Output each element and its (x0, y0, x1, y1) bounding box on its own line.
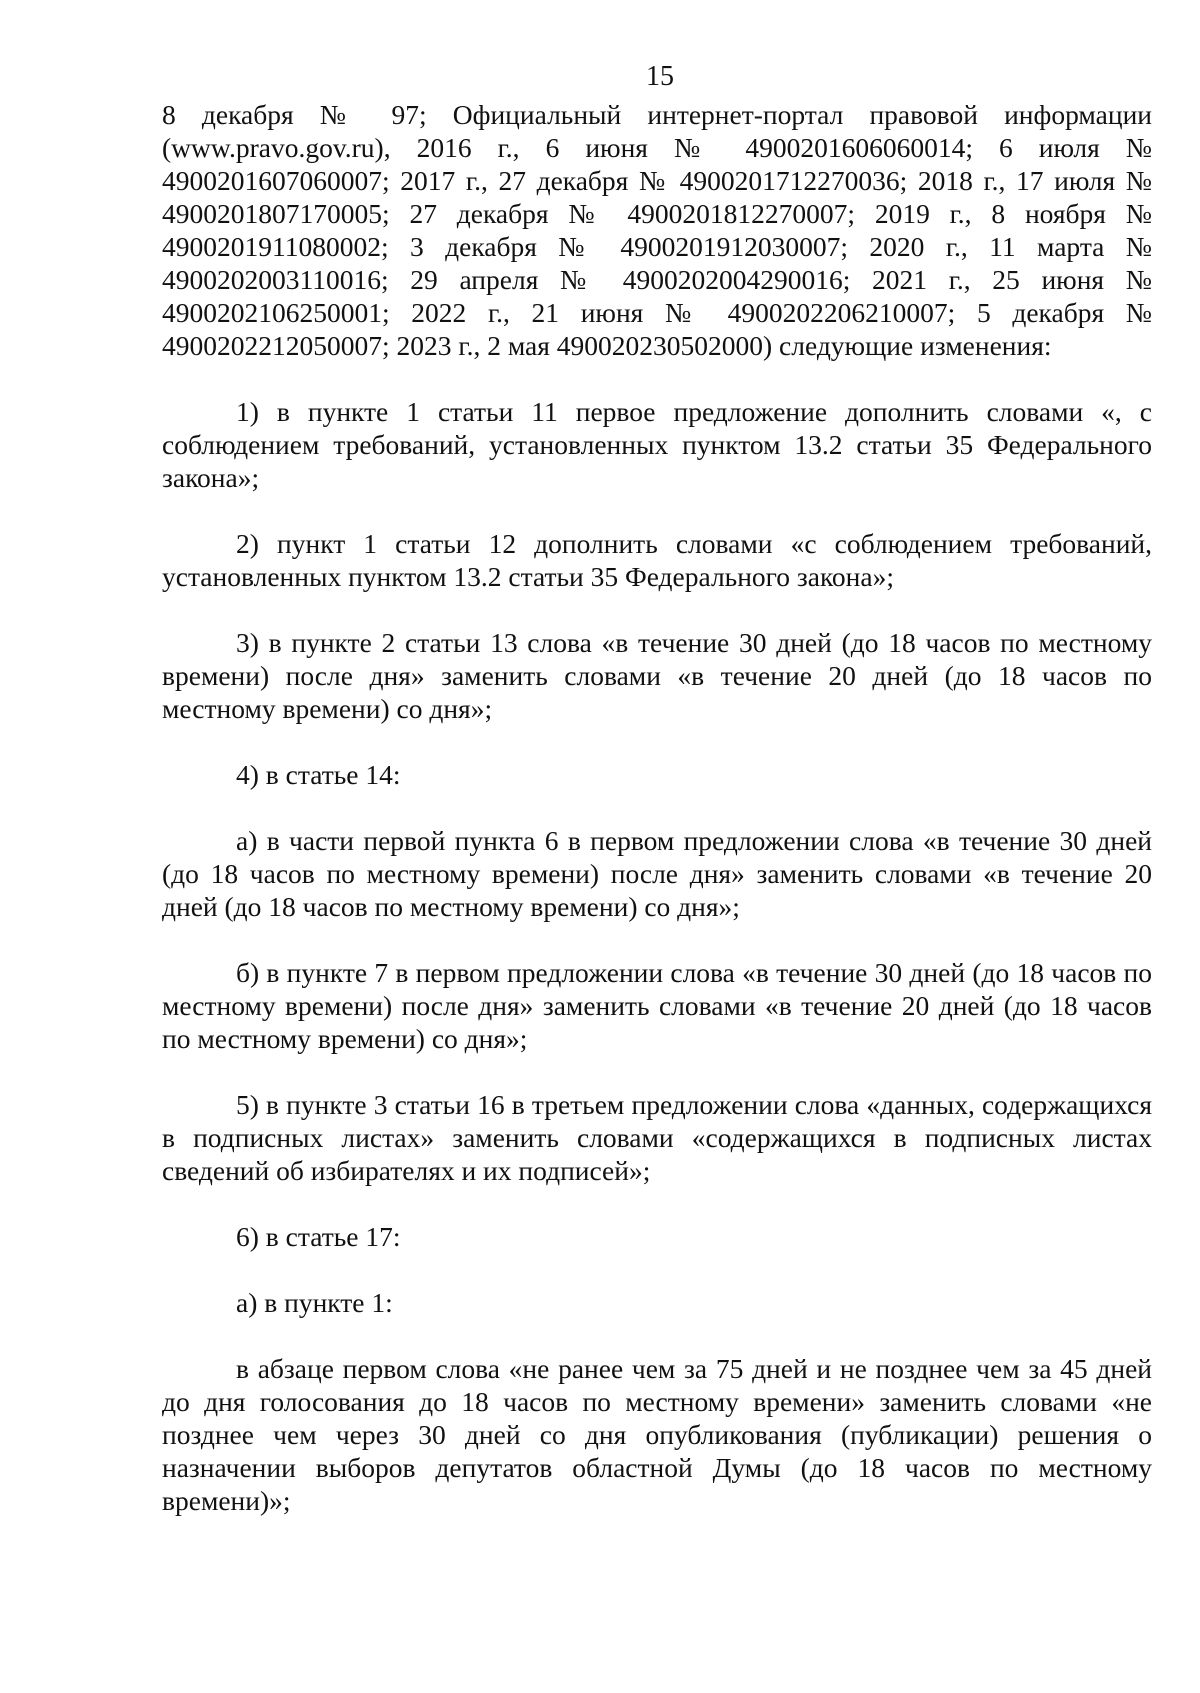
document-body (162, 98, 1152, 1517)
paragraph-item-4b: б) в пункте 7 в первом предложении слова «в течение 30 дней (до 18 часов по местному времени) после дня» заменить словами «в течение 20 дней (до 18 часов по местному времени) со дня»; (162, 957, 1152, 1054)
paragraph-item-6a: а) в пункте 1: (236, 1287, 393, 1318)
paragraph-item-2: 2) пункт 1 статьи 12 дополнить словами «с соблюдением требований, установленных пунктом 13.2 статьи 35 Федерального закона»; (162, 528, 1152, 592)
paragraph-item-1: 1) в пункте 1 статьи 11 первое предложение дополнить словами «, с соблюдением требований, установленных пунктом 13.2 статьи 35 Федерального закона»; (162, 396, 1152, 493)
paragraph-item-3: 3) в пункте 2 статьи 13 слова «в течение 30 дней (до 18 часов по местному времени) после дня» заменить словами «в течение 20 дней (до 18 часов по местному времени) со дня»; (162, 627, 1152, 724)
paragraph-item-6: 6) в статье 17: (236, 1221, 401, 1252)
paragraph-item-6a-abzac: в абзаце первом слова «не ранее чем за 75 дней и не позднее чем за 45 дней до дня голосования до 18 часов по местному времени» заменить словами «не позднее чем через 30 дней со дня опубликования (публикации) решения о назначении выборов депутатов областной Думы (до 18 часов по местному времени)»; (162, 1353, 1152, 1516)
paragraph-item-5: 5) в пункте 3 статьи 16 в третьем предложении слова «данных, содержащихся в подписных листах» заменить словами «содержащихся в подписных листах сведений об избирателях и их подписей»; (162, 1089, 1152, 1186)
paragraph-continuation: 8 декабря № 97; Официальный интернет-портал правовой информации (www.pravo.gov.ru), 2016 г., 6 июня № 4900201606060014; 6 июля № 4900201607060007; 2017 г., 27 декабря № 4900201712270036; 2018 г., 17 июля № 4900201807170005; 27 декабря № 4900201812270007; 2019 г., 8 ноября № 4900201911080002; 3 декабря № 4900201912030007; 2020 г., 11 марта № 4900202003110016; 29 апреля № 4900202004290016; 2021 г., 25 июня № 4900202106250001; 2022 г., 21 июня № 4900202206210007; 5 декабря № 4900202212050007; 2023 г., 2 мая 490020230502000) следующие изменения: (162, 99, 1152, 361)
paragraph-item-4a: а) в части первой пункта 6 в первом предложении слова «в течение 30 дней (до 18 часов по местному времени) после дня» заменить словами «в течение 20 дней (до 18 часов по местному времени) со дня»; (162, 825, 1152, 922)
page-number: 15 (646, 61, 674, 92)
paragraph-item-4: 4) в статье 14: (236, 759, 401, 790)
